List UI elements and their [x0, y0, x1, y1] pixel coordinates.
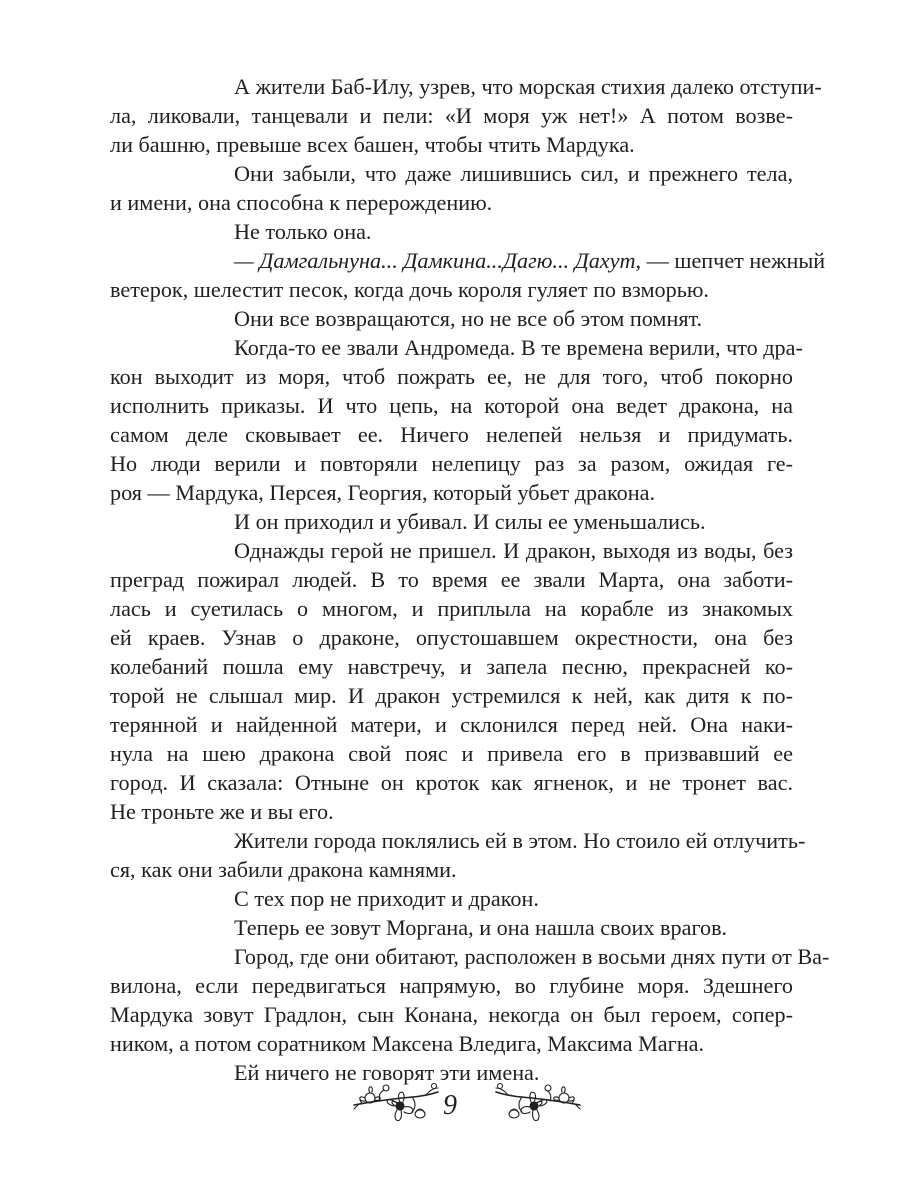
page-number: 9 — [443, 1090, 457, 1121]
text-line: Не только она. — [234, 219, 372, 244]
text-line: Но люди верили и повторяли нелепицу раз за разом, ожидая ге- — [110, 451, 793, 476]
text-line: Теперь ее зовут Моргана, и она нашла своих врагов. — [234, 915, 728, 940]
text-line: Они все возвращаются, но не все об этом помнят. — [234, 306, 703, 331]
text-line: Город, где они обитают, расположен в восьми днях пути от Ва- — [234, 944, 830, 969]
text-line: Не троньте же и вы его. — [110, 799, 334, 824]
text-line: нула на шею дракона свой пояс и привела его в призвавший ее — [110, 741, 793, 766]
italic-speech: — Дамгальнуна... Дамкина...Дагю... Дахут — [234, 248, 636, 273]
paragraph — [110, 507, 793, 536]
text-line: лась и суетилась о многом, и приплыла на корабле из знакомых — [110, 596, 793, 621]
text-line: Они забыли, что даже лишившись сил, и прежнего тела, — [234, 161, 793, 186]
text-line: А жители Баб-Илу, узрев, что морская стихия далеко отступи- — [234, 74, 822, 99]
floral-branch-icon — [492, 1072, 584, 1132]
paragraph — [110, 884, 793, 913]
text-line: ла, ликовали, танцевали и пели: «И моря уж нет!» А потом возве- — [110, 103, 793, 128]
text-line: торой не слышал мир. И дракон устремился к ней, как дитя к по- — [110, 683, 793, 708]
paragraph — [110, 72, 822, 159]
text-line: колебаний пошла ему навстречу, и запела песню, прекрасней ко- — [110, 654, 793, 679]
text-line: Ей ничего не говорят эти имена. — [234, 1060, 540, 1085]
paragraph — [110, 159, 793, 217]
text-line: Мардука зовут Градлон, сын Конана, некогда он был героем, сопер- — [110, 1002, 793, 1027]
text-line: вилона, если передвигаться напрямую, во глубине моря. Здешнего — [110, 973, 793, 998]
text-line: ником, а потом соратником Максена Вледига, Максима Магна. — [110, 1031, 705, 1056]
paragraph — [110, 333, 803, 507]
text-line: Когда-то ее звали Андромеда. В те времена верили, что дра- — [234, 335, 803, 360]
text-column — [110, 72, 830, 1087]
paragraph — [110, 913, 793, 942]
text-line: Жители города поклялись ей в этом. Но стоило ей отлучить- — [234, 828, 806, 853]
paragraph — [110, 304, 793, 333]
paragraph — [110, 246, 826, 304]
text-line — [110, 246, 826, 275]
text-line: Однажды герой не пришел. И дракон, выходя из воды, без — [234, 538, 793, 563]
text-line: И он приходил и убивал. И силы ее уменьшались. — [234, 509, 706, 534]
text-line: самом деле сковывает ее. Ничего нелепей нельзя и придумать. — [110, 422, 793, 447]
text-line: преград пожирал людей. В то время ее звали Марта, она заботи- — [110, 567, 793, 592]
paragraph — [110, 826, 806, 884]
text-line: С тех пор не приходит и дракон. — [234, 886, 539, 911]
paragraph — [110, 942, 830, 1058]
text-line: кон выходит из моря, чтоб пожрать ее, не для того, чтоб покорно — [110, 364, 793, 389]
paragraph — [110, 217, 793, 246]
text-line: терянной и найденной матери, и склонился перед ней. Она наки- — [110, 712, 793, 737]
text-line: и имени, она способна к перерождению. — [110, 190, 493, 215]
text-run: , — шепчет нежный — [635, 248, 826, 273]
text-line: ветерок, шелестит песок, когда дочь короля гуляет по взморью. — [110, 277, 709, 302]
text-line: исполнить приказы. И что цепь, на которой она ведет дракона, на — [110, 393, 793, 418]
floral-branch-icon — [350, 1072, 442, 1132]
page-body — [110, 72, 830, 1087]
text-line: роя — Мардука, Персея, Георгия, который убьет дракона. — [110, 480, 655, 505]
text-line: ся, как они забили дракона камнями. — [110, 857, 457, 882]
page-footer — [0, 1072, 900, 1132]
text-line: ей краев. Узнав о драконе, опустошавшем окрестности, она без — [110, 625, 793, 650]
text-line: ли башню, превыше всех башен, чтобы чтить Мардука. — [110, 132, 635, 157]
text-line: город. И сказала: Отныне он кроток как ягненок, и не тронет вас. — [110, 770, 793, 795]
paragraph — [110, 536, 793, 826]
